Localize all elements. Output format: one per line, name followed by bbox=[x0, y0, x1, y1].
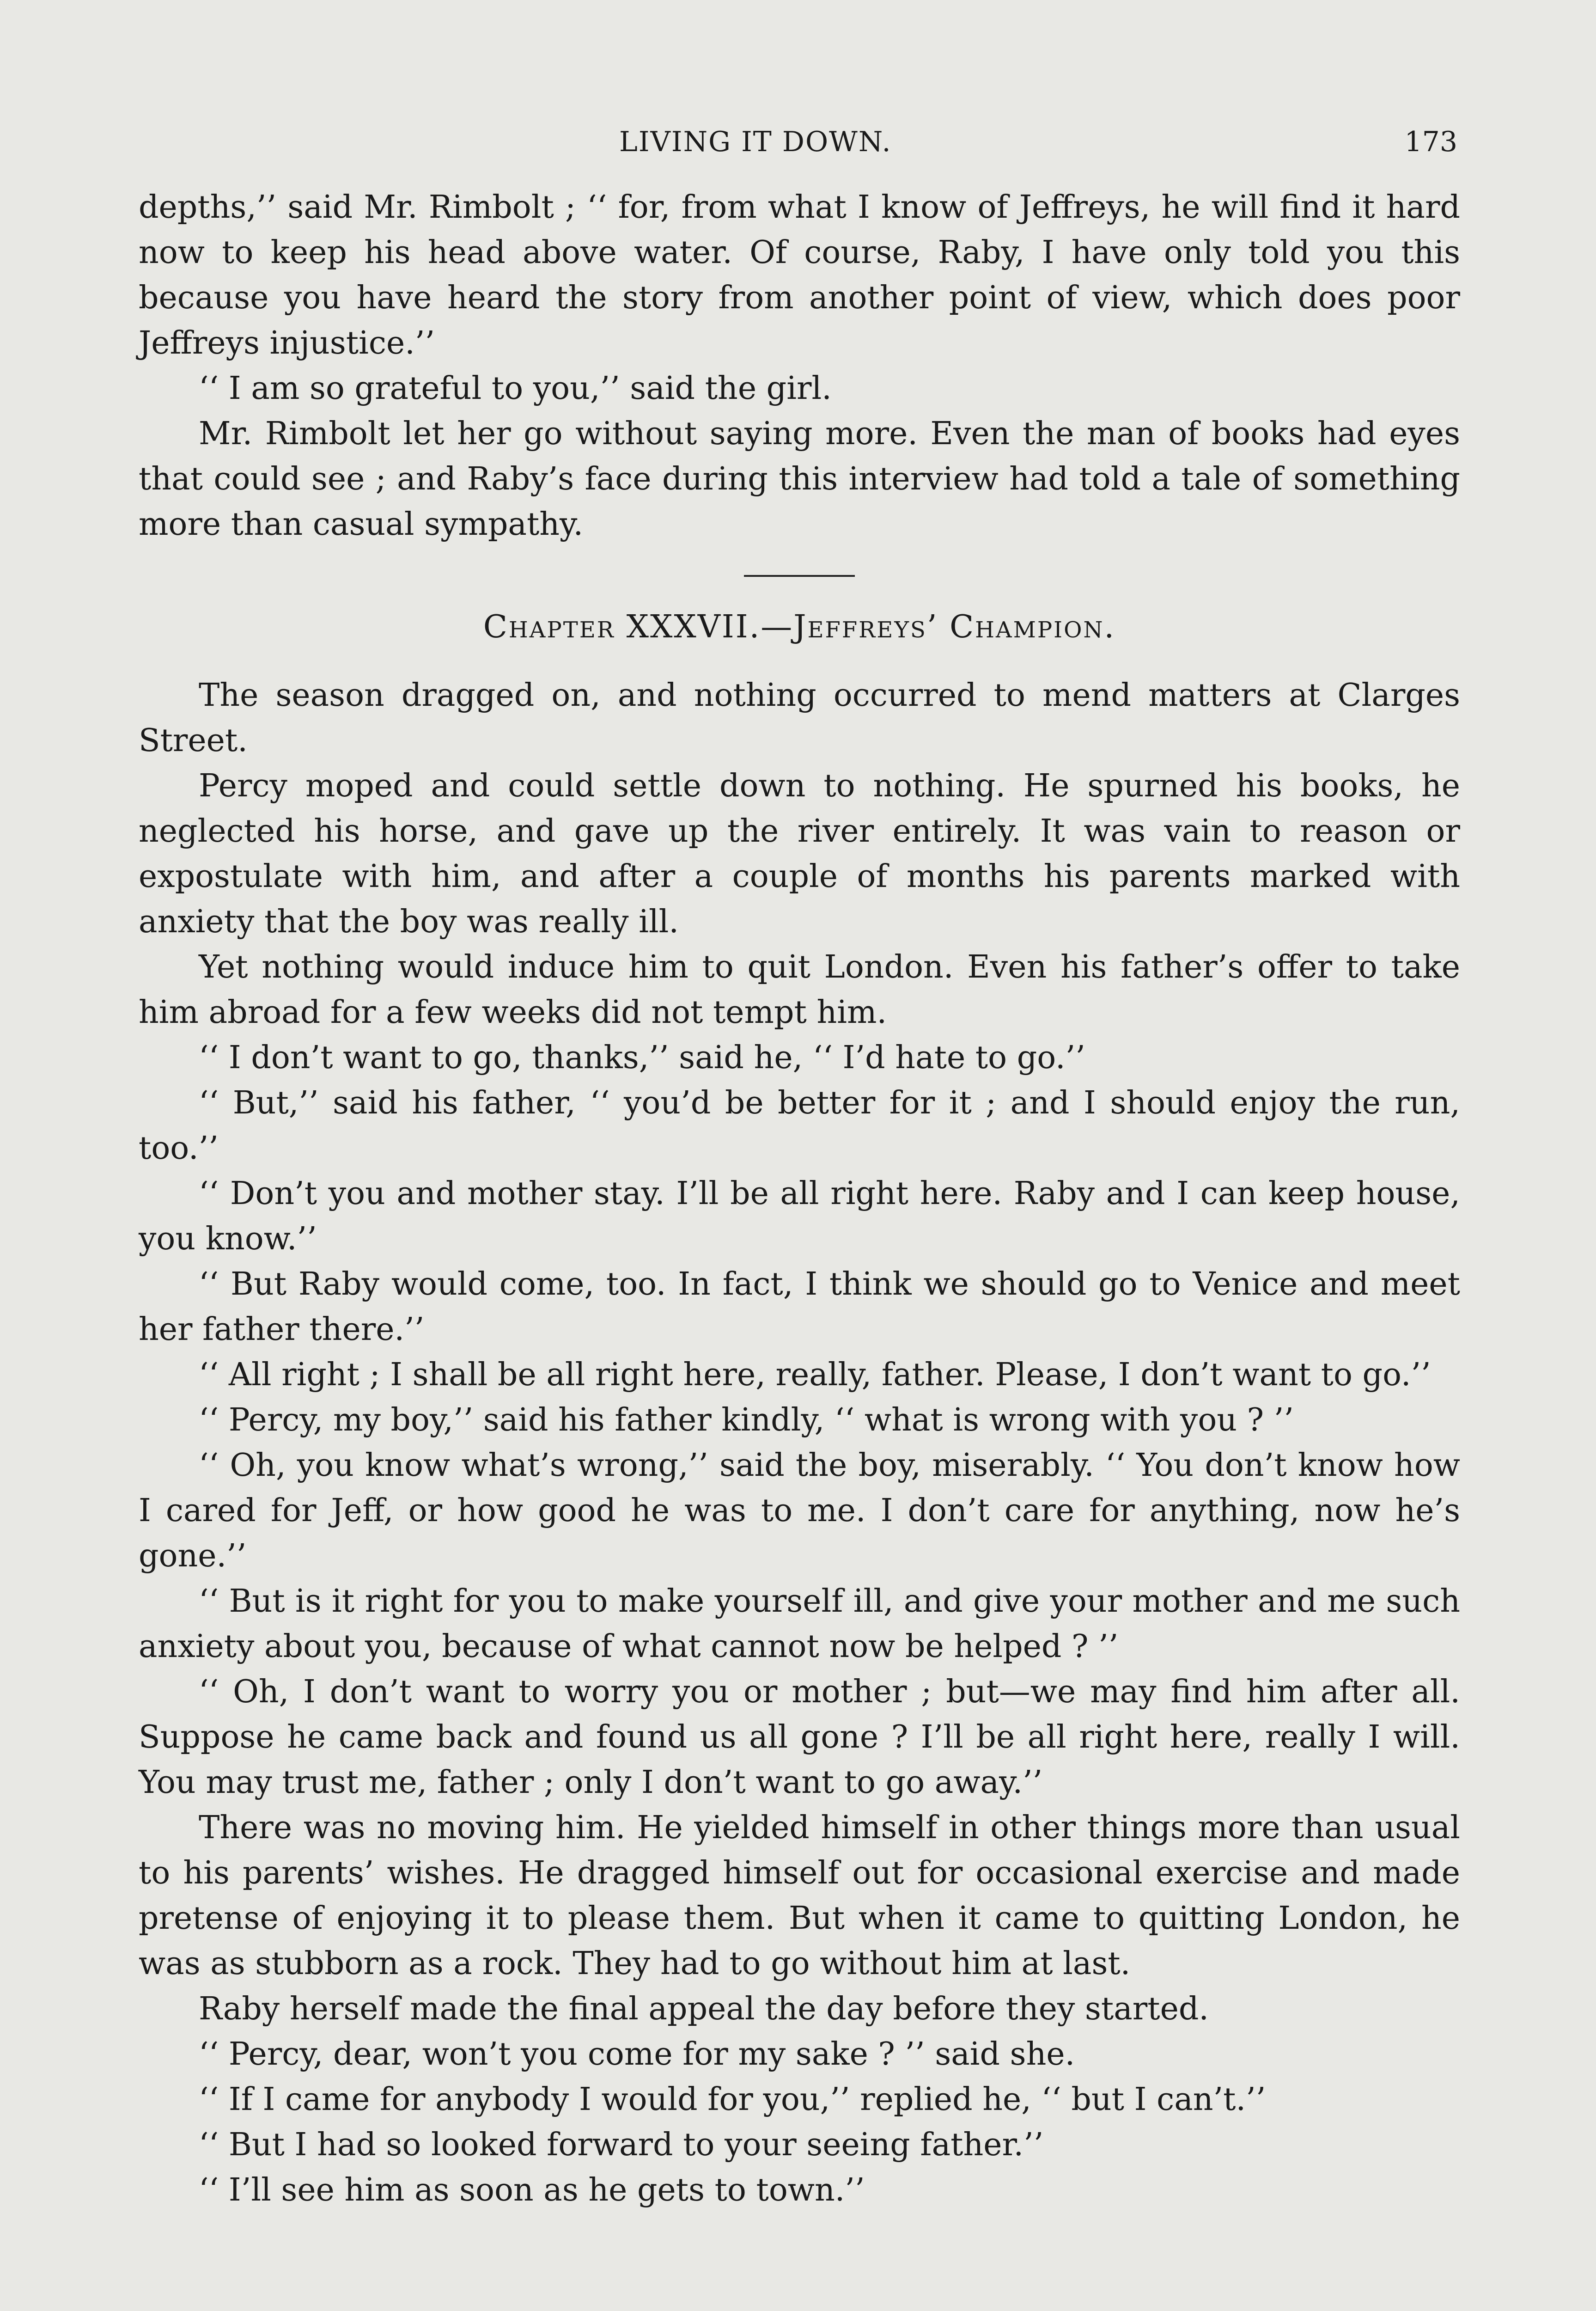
paragraph: The season dragged on, and nothing occurred to mend matters at Clarges Street. bbox=[139, 677, 1460, 759]
paragraph: Yet nothing would induce him to quit London. Even his father’s offer to take him abroad for a few weeks did not tempt him. bbox=[139, 949, 1460, 1031]
paragraph: ‘‘ I don’t want to go, thanks,’’ said he, ‘‘ I’d hate to go.’’ bbox=[199, 1039, 1085, 1076]
paragraph: ‘‘ Oh, you know what’s wrong,’’ said the boy, miserably. ‘‘ You don’t know how I cared for Jeff, or how good he was to me. I don’t care for anything, now he’s gone.’’ bbox=[139, 1447, 1460, 1574]
paragraph: ‘‘ Oh, I don’t want to worry you or mother ; but—we may find him after all. Suppose he came back and found us all gone ? I’ll be all right here, really I will. You may trust me, father ; only I don’t want to go away.’’ bbox=[139, 1674, 1460, 1801]
page-number: 173 bbox=[1404, 126, 1457, 158]
chapter-label: Chapter XXXVII. bbox=[483, 609, 761, 645]
paragraph: ‘‘ All right ; I shall be all right here, really, father. Please, I don’t want to go.’’ bbox=[199, 1357, 1431, 1393]
paragraph: depths,’’ said Mr. Rimbolt ; ‘‘ for, from what I know of Jeffreys, he will find it hard now to keep his head above water. Of course, Raby, I have only told you this because you have heard the story from another point of view, which does poor Jeffreys injustice.’’ bbox=[139, 189, 1460, 361]
paragraph: ‘‘ If I came for anybody I would for you,’’ replied he, ‘‘ but I can’t.’’ bbox=[199, 2081, 1266, 2118]
paragraph: ‘‘ Don’t you and mother stay. I’ll be all right here. Raby and I can keep house, you know.’’ bbox=[139, 1175, 1460, 1257]
paragraph: ‘‘ I am so grateful to you,’’ said the girl. bbox=[199, 370, 832, 407]
paragraph: Percy moped and could settle down to nothing. He spurned his books, he neglected his horse, and gave up the river entirely. It was vain to reason or expostulate with him, and after a couple of months his parents marked with anxiety that the boy was really ill. bbox=[139, 768, 1460, 940]
chapter-heading bbox=[139, 605, 1460, 650]
running-title: LIVING IT DOWN. bbox=[619, 126, 892, 158]
paragraph: There was no moving him. He yielded himself in other things more than usual to his parents’ wishes. He dragged himself out for occasional exercise and made pretense of enjoying it to please them. But when it came to quitting London, he was as stubborn as a rock. They had to go without him at last. bbox=[139, 1810, 1460, 1982]
body-text bbox=[139, 185, 1460, 2213]
paragraph: ‘‘ Percy, dear, won’t you come for my sake ? ’’ said she. bbox=[199, 2036, 1075, 2073]
paragraphs-after bbox=[139, 673, 1460, 2213]
paragraph: ‘‘ But Raby would come, too. In fact, I think we should go to Venice and meet her father there.’’ bbox=[139, 1266, 1460, 1348]
paragraph: ‘‘ I’ll see him as soon as he gets to town.’’ bbox=[199, 2172, 865, 2208]
paragraph: Raby herself made the final appeal the day before they started. bbox=[199, 1991, 1209, 2027]
section-divider bbox=[744, 575, 855, 577]
chapter-separator: — bbox=[761, 609, 794, 645]
paragraph: ‘‘ But I had so looked forward to your seeing father.’’ bbox=[199, 2127, 1044, 2163]
chapter-title: Jeffreys’ Champion. bbox=[793, 609, 1116, 645]
running-head bbox=[0, 121, 1596, 167]
paragraph: ‘‘ Percy, my boy,’’ said his father kindly, ‘‘ what is wrong with you ? ’’ bbox=[199, 1402, 1294, 1438]
paragraph: Mr. Rimbolt let her go without saying more. Even the man of books had eyes that could see ; and Raby’s face during this interview had told a tale of something more than casual sympathy. bbox=[139, 416, 1460, 543]
paragraph: ‘‘ But,’’ said his father, ‘‘ you’d be better for it ; and I should enjoy the run, too.’’ bbox=[139, 1085, 1460, 1167]
paragraphs-before bbox=[139, 185, 1460, 547]
paragraph: ‘‘ But is it right for you to make yourself ill, and give your mother and me such anxiety about you, because of what cannot now be helped ? ’’ bbox=[139, 1583, 1460, 1665]
